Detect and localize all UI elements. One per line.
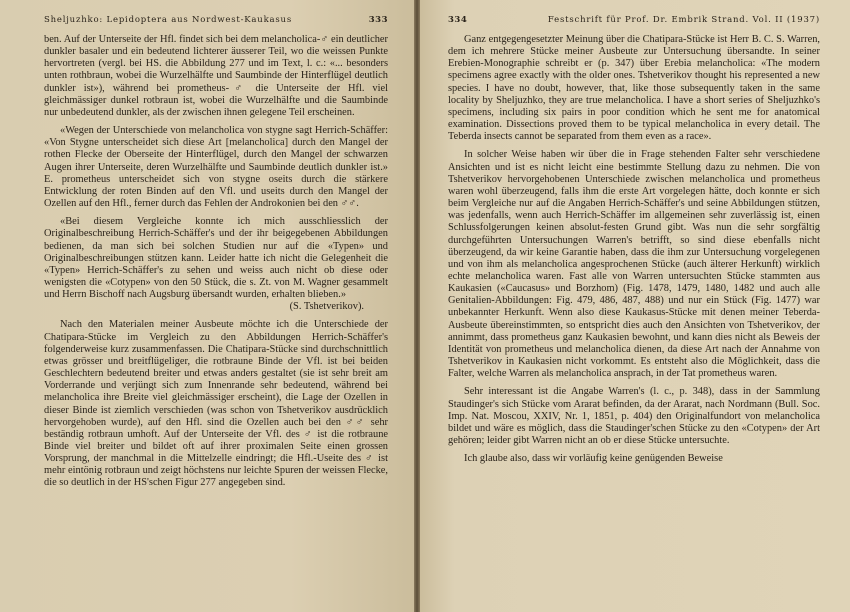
quote-signature: (S. Tshetverikov). xyxy=(289,301,364,313)
left-page-body-continued xyxy=(44,319,388,489)
left-page xyxy=(0,0,414,612)
right-page-number: 334 xyxy=(448,15,468,25)
right-page xyxy=(420,0,850,612)
right-page-body xyxy=(448,34,820,465)
paragraph: «Bei diesem Vergleiche konnte ich mich ausschliesslich der Originalbeschreibung Herrich-Schäffer's und der ihr beigegebenen Abbildungen bedienen, da man sich bei solchen Studien nur auf die «Typen» und Originalbeschreibungen stützen kann. Leider hatte ich nicht die Gelegenheit die «Typen» Herrich-Schäffer's zu sehen und weiss auch nicht ob diese oder wenigsten die «Cotypen» von den 50 Stück, die s. Zt. von M. Wagner gesammelt und Herrn Bischoff nach Augsburg übersandt wurden, erhalten blieben.» xyxy=(44,216,388,301)
paragraph: Nach den Materialen meiner Ausbeute möchte ich die Unterschiede der Chatipara-Stücke im Vergleich zu den Abbildungen Herrich-Schäffer's folgenderweise kurz zusammenfassen. Die Chatipara-Stücke sind durchschnittlich etwas grösser und breitflügeliger, die rotbraune Binde der Vfl. ist bei beiden Geschlechtern bedeutend breiter und etwas anders gestaltet (sie ist sehr breit am Vorderrande und verjüngt sich zum Innenrande sehr bedeutend, während bei melancholica ihre Breite viel gleichmässiger erscheint), die Lage der Ozellen in dieser Binde ist ziemlich verschieden (was schon von Tshetverikov ausdrücklich hervorgehoben wurde), auf den Hfl. sind die Ozellen auch bei den ♂♂ sehr beständig rotbraun umhoft. Auf der Unterseite der Vfl. des ♂ ist die rotbraune Binde viel breiter und bildet oft auf ihrer proximalen Seite einen grossen Vorsprung, der manchmal in die Mittelzelle eindringt; die Hfl.-Useite des ♂ ist mehr eintönig rotbraun und zeigt höchstens nur leichte Spuren der weissen Flecke, die so deutlich in der HS'schen Figur 277 angegeben sind. xyxy=(44,319,388,489)
left-page-body xyxy=(44,34,388,301)
paragraph: Sehr interessant ist die Angabe Warren's (l. c., p. 348), dass in der Sammlung Staudinger's sich Stücke vom Ararat befinden, da der Ararat, nach Nordmann (Bull. Soc. Imp. Nat. Moscou, XXIV, Nr. 1, 1851, p. 404) den Originalfundort von melancholica bildet und wäre es möglich, dass die Staudinger'schen Stücke zu den «Cotypen» der Art gehören; leider gibt Warren nicht an ob er diese Stücke untersuchte. xyxy=(448,386,820,446)
paragraph: Ganz entgegengesetzter Meinung über die Chatipara-Stücke ist Herr B. C. S. Warren, dem ich mehrere Stücke meiner Ausbeute zur Untersuchung übersandte. In seiner Erebien-Monographie schreibt er (p. 347) über Erebia melancholica: «The modern specimens agree exactly with the older ones. Tshetverikov thought his represented a new species. I have no doubt, however, that, like those subsequently taken in the same locality by Sheljuzhko, they are true melancholica. I have a short series of Sheljuzhko's specimens, including six pairs in poor condition which he sent me for anatomical examination. Dissections proved them to be typical melancholica in every detail. The Teberda insects cannot be separated from them even as a race». xyxy=(448,34,820,143)
left-page-number: 333 xyxy=(368,15,388,25)
paragraph: «Wegen der Unterschiede von melancholica von stygne sagt Herrich-Schäffer: «Von Stygne unterscheidet sich diese Art [melancholica] durch den Mangel der rothen Flecke der Oberseite der Hinterflügel, durch den Mangel der schwarzen Augen ihrer Unterseite, deren Wurzelhälfte und Saumbinde deutlich dunkler ist.» E. prometheus unterscheidet sich von stygne oseits durch die stärkere Entwicklung der roten Binden auf den Vfl. und useits durch den Mangel der Ozellen auf den Hfl., ferner durch das Fehlen der Androkonien bei den ♂♂. xyxy=(44,125,388,210)
paragraph: ben. Auf der Unterseite der Hfl. findet sich bei dem melancholica-♂ ein deutlicher dunkler basaler und ein bedeutend lichterer äusserer Teil, wo die weissen Punkte hervortreten (vergl. bei HS. die Abbildung 277 und im Text, l. c.: «... besonders unten rothbraun, wobei die Wurzelhälfte und Saumbinde der Hinterflügel deutlich dunkler ist»), während bei prometheus-♂ die Unterseite der Hfl. viel gleichmässiger dunkel rotbraun ist, wobei die Wurzelhälfte und die Saumbinde nur unbedeutend dunkler, als der zwischen ihnen gelegene Teil erscheinen. xyxy=(44,34,388,118)
paragraph: In solcher Weise haben wir über die in Frage stehenden Falter sehr verschiedene Ansichten und ist es nicht leicht eine bestimmte Stellung dazu zu nehmen. Die von Tshetverikov hervorgehobenen Unterschiede zwischen melancholica und prometheus waren wohl überzeugend, falls ihm die erste Art vorgelegen hätte, doch konnte er sich beim Vergleiche nur auf die Angaben Herrich-Schäffer's und seine Abbildungen stützen, was jedenfalls, wenn auch Herrich-Schäffer im allgemeinen sehr zuverlässig ist, einen Schlussfolgerungen keinen absolut-festen Grund gibt. Was nun die sehr sorgfältig durchgeführten Untersuchungen Warren's betrifft, so sind diese ebenfalls nicht überzeugend, da wir keine Garantie haben, dass die ihm zur Untersuchung vorgelegenen und von ihm als melancholica angesprochenen Stücke (auch älterer Herkunft) wirklich echte melancholica waren. Fast alle von Warren untersuchten Stücke stammten aus Kaukasien («Caucasus» und Borzhom) (Fig. 1478, 1479, 1480, 1482 und auch alle Genitalien-Abbildungen: Fig. 479, 486, 487, 488) und nur ein Stück (Fig. 1477) war unbekannter Herkunft. Wenn also diese Kaukasus-Stücke mit denen meiner Teberda-Ausbeute übereinstimmten, so entspricht dies auch den Ansichten von Tshetverikov, der annimmt, dass prometheus ganz Kaukasien bewohnt, und kann dies nicht als Beweis der Identität von prometheus und melancholica dienen, da diese Art nach der Annahme von Tshetverikov in Kaukasien nicht vorkommt. Es entsteht also die Möglichkeit, dass die Falter, welche Warren als melancholica ansprach, in der Tat prometheus waren. xyxy=(448,149,820,380)
paragraph: Ich glaube also, dass wir vorläufig keine genügenden Beweise xyxy=(464,453,723,465)
running-head-author: Sheljuzhko: Lepidoptera aus Nordwest-Kaukasus xyxy=(44,15,292,25)
running-head-title: Festschrift für Prof. Dr. Embrik Strand. Vol. II (1937) xyxy=(547,15,820,25)
right-page-header xyxy=(448,14,820,26)
left-page-header xyxy=(44,14,388,26)
